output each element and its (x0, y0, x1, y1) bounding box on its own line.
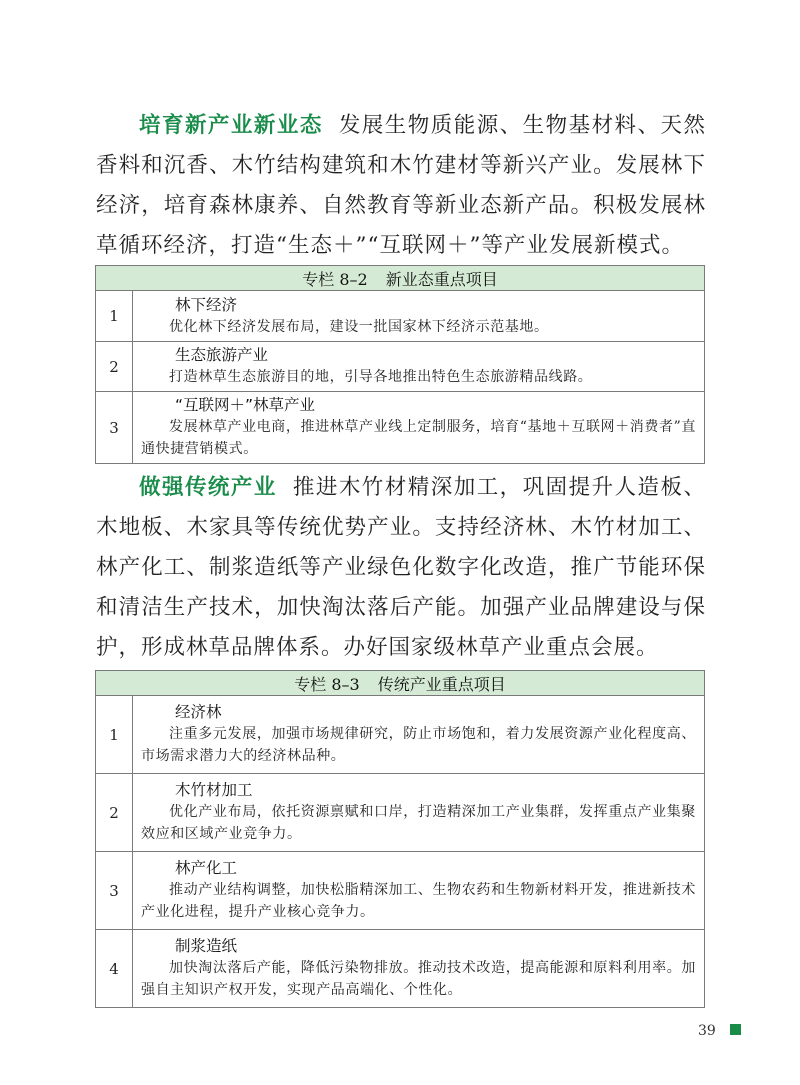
table-row (96, 342, 705, 392)
item-description: 加快淘汰落后产能，降低污染物排放。推动技术改造，提高能源和原料利用率。加强自主知识产权开发，实现产品高端化、个性化。 (141, 960, 696, 998)
item-title: 林产化工 (175, 859, 238, 877)
box-header (96, 266, 705, 291)
table-row (96, 930, 705, 1008)
item-number: 2 (96, 342, 133, 392)
item-title: 制浆造纸 (175, 937, 238, 955)
item-description: 优化林下经济发展布局，建设一批国家林下经济示范基地。 (169, 318, 549, 335)
column-box-8-2 (95, 265, 705, 464)
item-description: 注重多元发展，加强市场规律研究，防止市场饱和，着力发展资源产业化程度高、市场需求潜力大的经济林品种。 (141, 726, 696, 764)
paragraph-traditional-industries (96, 468, 706, 668)
item-number: 2 (96, 774, 133, 852)
table-row (96, 291, 705, 342)
paragraph-text: 发展生物质能源、生物基材料、天然香料和沉香、木竹结构建筑和木竹建材等新兴产业。发展林下经济，培育森林康养、自然教育等新业态新产品。积极发展林草循环经济，打造“生态＋”“互联网＋”等产业发展新模式。 (96, 113, 706, 258)
item-description: 推动产业结构调整，加快松脂精深加工、生物农药和生物新材料开发，推进新技术产业化进程，提升产业核心竞争力。 (141, 882, 696, 920)
item-number: 3 (96, 852, 133, 930)
item-number: 1 (96, 696, 133, 774)
item-description: 打造林草生态旅游目的地，引导各地推出特色生态旅游精品线路。 (169, 369, 593, 385)
item-description: 发展林草产业电商，推进林草产业线上定制服务，培育“基地＋互联网＋消费者”直通快捷营销模式。 (141, 419, 696, 457)
item-description: 优化产业布局，依托资源禀赋和口岸，打造精深加工产业集群，发挥重点产业集聚效应和区域产业竞争力。 (141, 804, 696, 842)
item-title: “互联网＋”林草产业 (175, 396, 316, 414)
item-title: 经济林 (175, 703, 222, 721)
item-number: 3 (96, 392, 133, 464)
table-row (96, 392, 705, 464)
paragraph-lead: 培育新产业新业态 (139, 113, 323, 138)
paragraph-text: 推进木竹材精深加工，巩固提升人造板、木地板、木家具等传统优势产业。支持经济林、木竹材加工、林产化工、制浆造纸等产业绿色化数字化改造，推广节能环保和清洁生产技术，加快淘汰落后产能。加强产业品牌建设与保护，形成林草品牌体系。办好国家级林草产业重点会展。 (96, 475, 706, 660)
paragraph-new-industries (96, 106, 706, 266)
column-box-8-3 (95, 670, 705, 1008)
item-number: 1 (96, 291, 133, 342)
paragraph-lead: 做强传统产业 (139, 475, 277, 500)
box-label: 专栏 8–2 (302, 269, 368, 289)
item-title: 林下经济 (175, 295, 238, 314)
box-title: 传统产业重点项目 (377, 674, 506, 694)
item-title: 生态旅游产业 (175, 346, 269, 364)
box-title: 新业态重点项目 (385, 269, 498, 289)
page-marker (730, 1024, 741, 1035)
item-title: 木竹材加工 (175, 781, 253, 799)
table-row (96, 852, 705, 930)
item-number: 4 (96, 930, 133, 1008)
table-row (96, 696, 705, 774)
table-row (96, 774, 705, 852)
page-number: 39 (698, 1023, 716, 1039)
box-header (96, 671, 705, 696)
box-label: 专栏 8–3 (294, 674, 360, 694)
